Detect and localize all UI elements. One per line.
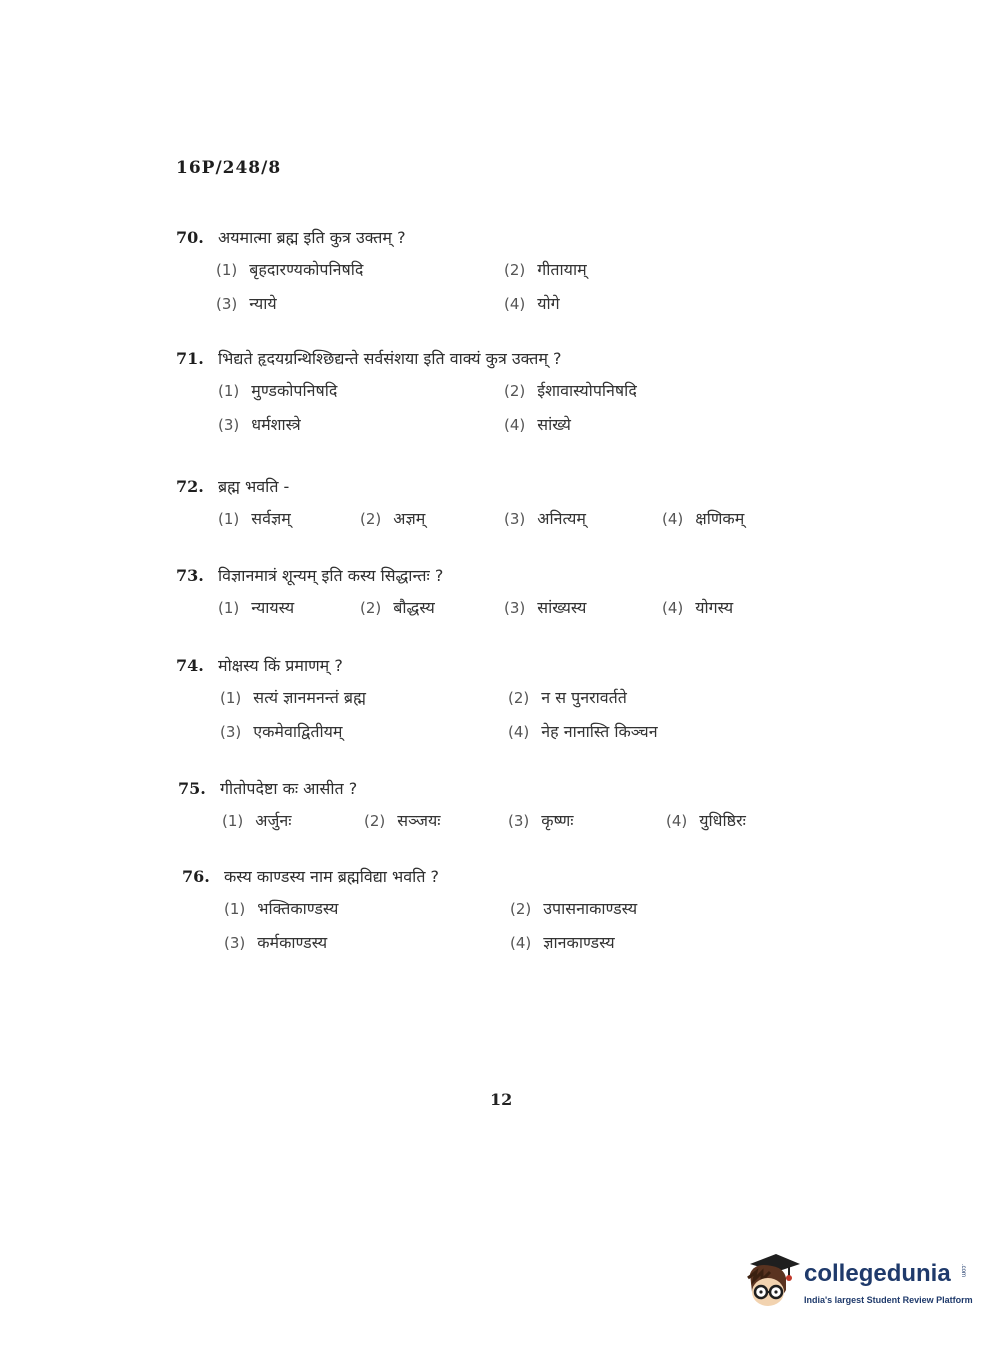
logo-tagline: India's largest Student Review Platform: [804, 1295, 973, 1305]
question-74: [176, 654, 816, 754]
option-4: (4) युधिष्ठिरः: [666, 811, 746, 830]
mascot-icon: [742, 1250, 802, 1312]
option-1: (1) अर्जुनः: [222, 811, 292, 830]
question-number: 75.: [178, 779, 206, 798]
option-3: (3) एकमेवाद्वितीयम्: [220, 722, 343, 741]
option-4: (4) योगस्य: [662, 598, 734, 617]
question-71: [176, 347, 816, 447]
option-3: (3) सांख्यस्य: [504, 598, 587, 617]
logo-suffix: .com: [960, 1264, 966, 1278]
question-text: गीतोपदेष्टा कः आसीत ?: [220, 779, 358, 798]
option-1: (1) मुण्डकोपनिषदि: [218, 381, 338, 400]
paper-code: 16P/248/8: [176, 158, 282, 178]
question-text: भिद्यते हृदयग्रन्थिश्छिद्यन्ते सर्वसंशया इति वाक्यं कुत्र उक्तम् ?: [218, 349, 562, 368]
question-number: 74.: [176, 656, 204, 675]
option-4: (4) ज्ञानकाण्डस्य: [510, 933, 615, 952]
option-4: (4) सांख्ये: [504, 415, 571, 434]
option-3: (3) अनित्यम्: [504, 509, 586, 528]
option-2: (2) बौद्धस्य: [360, 598, 435, 617]
question-72: [176, 475, 816, 541]
question-text: ब्रह्म भवति -: [218, 477, 290, 496]
option-2: (2) सञ्जयः: [364, 811, 441, 830]
question-number: 70.: [176, 228, 204, 247]
option-2: (2) ईशावास्योपनिषदि: [504, 381, 637, 400]
option-1: (1) बृहदारण्यकोपनिषदि: [216, 260, 364, 279]
option-1: (1) न्यायस्य: [218, 598, 295, 617]
option-3: (3) न्याये: [216, 294, 277, 313]
question-text: मोक्षस्य किं प्रमाणम् ?: [218, 656, 343, 675]
question-73: [176, 564, 816, 630]
option-1: (1) सत्यं ज्ञानमनन्तं ब्रह्म: [220, 688, 366, 707]
question-text: कस्य काण्डस्य नाम ब्रह्मविद्या भवति ?: [224, 867, 440, 886]
option-3: (3) कृष्णः: [508, 811, 574, 830]
collegedunia-logo[interactable]: [742, 1250, 972, 1312]
question-number: 72.: [176, 477, 204, 496]
question-number: 71.: [176, 349, 204, 368]
option-1: (1) सर्वज्ञम्: [218, 509, 291, 528]
question-text: विज्ञानमात्रं शून्यम् इति कस्य सिद्धान्तः ?: [218, 566, 444, 585]
page-number: 12: [490, 1090, 513, 1109]
option-3: (3) धर्मशास्त्रे: [218, 415, 301, 434]
question-number: 76.: [182, 867, 210, 886]
question-text: अयमात्मा ब्रह्म इति कुत्र उक्तम् ?: [218, 228, 406, 247]
option-2: (2) न स पुनरावर्तते: [508, 688, 627, 707]
question-70: [176, 226, 816, 326]
logo-wordmark: collegedunia: [804, 1260, 951, 1287]
option-4: (4) क्षणिकम्: [662, 509, 745, 528]
question-number: 73.: [176, 566, 204, 585]
option-2: (2) गीतायाम्: [504, 260, 587, 279]
question-75: [178, 777, 818, 843]
option-3: (3) कर्मकाण्डस्य: [224, 933, 328, 952]
option-1: (1) भक्तिकाण्डस्य: [224, 899, 339, 918]
option-4: (4) नेह नानास्ति किञ्चन: [508, 722, 658, 741]
option-4: (4) योगे: [504, 294, 560, 313]
option-2: (2) उपासनाकाण्डस्य: [510, 899, 638, 918]
question-76: [182, 865, 822, 965]
option-2: (2) अज्ञम्: [360, 509, 426, 528]
